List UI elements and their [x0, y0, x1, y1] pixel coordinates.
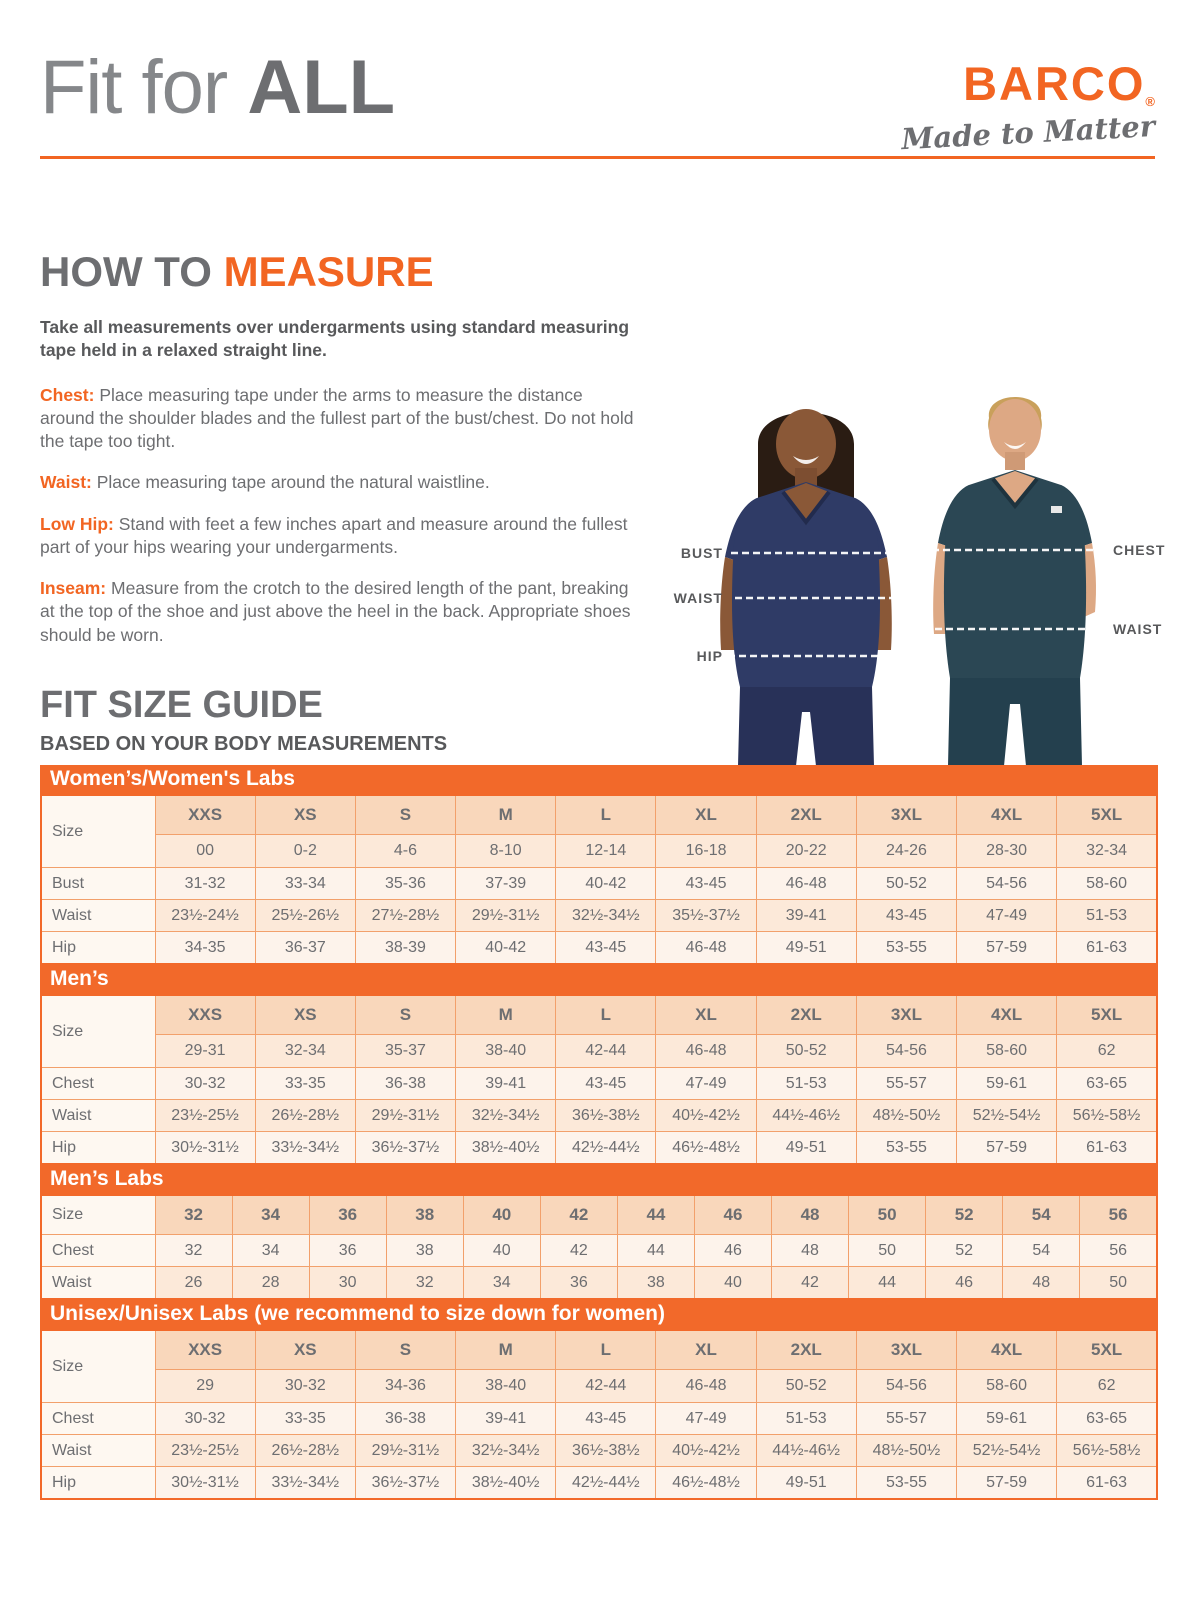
measurement-cell: 29½-31½ [456, 900, 556, 932]
measurement-cell: 36½-38½ [556, 1435, 656, 1467]
measurement-cell: 32½-34½ [456, 1435, 556, 1467]
measurement-cell: 38 [386, 1235, 463, 1267]
table-row [41, 1435, 1157, 1467]
row-label: Waist [41, 1435, 155, 1467]
size-column-header: M [456, 1330, 556, 1370]
measurement-cell: 44 [849, 1267, 926, 1300]
size-column-header: 5XL [1057, 995, 1157, 1035]
size-number-cell: 58-60 [957, 1370, 1057, 1403]
measurement-cell: 29½-31½ [355, 1435, 455, 1467]
measurement-cell: 50 [1080, 1267, 1157, 1300]
measurement-cell: 49-51 [756, 932, 856, 965]
size-number-cell: 42-44 [556, 1035, 656, 1068]
measurement-cell: 23½-25½ [155, 1435, 255, 1467]
size-number-cell: 62 [1057, 1370, 1157, 1403]
measurement-cell: 52½-54½ [957, 1435, 1057, 1467]
row-label: Waist [41, 1100, 155, 1132]
size-column-header: 32 [155, 1195, 232, 1235]
measurement-cell: 32 [386, 1267, 463, 1300]
measurement-cell: 34 [463, 1267, 540, 1300]
measure-step-label: Waist: [40, 472, 92, 493]
size-number-cell: 50-52 [756, 1370, 856, 1403]
table-row [41, 900, 1157, 932]
size-column-header: XS [255, 995, 355, 1035]
measure-intro: Take all measurements over undergarments using standard measuring tape held in a relaxed straight line. [40, 317, 630, 361]
size-number-cell: 50-52 [756, 1035, 856, 1068]
measurement-cell: 47-49 [957, 900, 1057, 932]
size-number-cell: 54-56 [856, 1370, 956, 1403]
measurement-cell: 53-55 [856, 932, 956, 965]
measurement-cell: 53-55 [856, 1467, 956, 1500]
measurement-cell: 47-49 [656, 1403, 756, 1435]
measurement-cell: 54-56 [957, 868, 1057, 900]
size-number-cell: 16-18 [656, 835, 756, 868]
size-number-cell: 24-26 [856, 835, 956, 868]
size-column-header: XXS [155, 795, 255, 835]
measurement-cell: 36½-37½ [355, 1467, 455, 1500]
measurement-cell: 51-53 [756, 1403, 856, 1435]
measurement-cell: 48½-50½ [856, 1435, 956, 1467]
size-column-header: 3XL [856, 995, 956, 1035]
measurement-cell: 36-38 [355, 1403, 455, 1435]
measure-step: Waist: Place measuring tape around the natural waistline. [40, 472, 490, 493]
row-label: Chest [41, 1403, 155, 1435]
measurement-cell: 26½-28½ [255, 1100, 355, 1132]
measurement-cell: 37-39 [456, 868, 556, 900]
measurement-cell: 54 [1003, 1235, 1080, 1267]
row-label: Bust [41, 868, 155, 900]
size-number-cell: 35-37 [355, 1035, 455, 1068]
measurement-cell: 36-37 [255, 932, 355, 965]
size-column-header: 56 [1080, 1195, 1157, 1235]
size-column-header: XL [656, 795, 756, 835]
page-title-light: Fit for [40, 45, 228, 130]
size-corner-cell: Size [41, 795, 155, 868]
measurement-cell: 57-59 [957, 1467, 1057, 1500]
measurement-cell: 55-57 [856, 1403, 956, 1435]
size-number-cell: 58-60 [957, 1035, 1057, 1068]
size-column-header: 36 [309, 1195, 386, 1235]
measure-step-label: Chest: [40, 384, 95, 405]
table-row [41, 1467, 1157, 1500]
measurement-cell: 38½-40½ [456, 1467, 556, 1500]
measurement-cell: 48 [772, 1235, 849, 1267]
size-column-header: S [355, 995, 455, 1035]
measurement-cell: 30-32 [155, 1403, 255, 1435]
measurement-cell: 33-35 [255, 1068, 355, 1100]
size-column-header: 2XL [756, 1330, 856, 1370]
measurement-cell: 47-49 [656, 1068, 756, 1100]
measurement-cell: 51-53 [756, 1068, 856, 1100]
table-row [41, 1100, 1157, 1132]
measurement-cell: 46 [926, 1267, 1003, 1300]
brand-logo [900, 57, 1156, 157]
size-column-header: 4XL [957, 995, 1057, 1035]
size-column-header: 44 [617, 1195, 694, 1235]
size-table [40, 1300, 1158, 1500]
how-to-measure-section [40, 248, 636, 665]
size-corner-cell: Size [41, 995, 155, 1068]
size-number-cell: 8-10 [456, 835, 556, 868]
fit-size-guide-title: FIT SIZE GUIDE [40, 684, 323, 726]
size-number-cell: 29 [155, 1370, 255, 1403]
measurement-cell: 30½-31½ [155, 1467, 255, 1500]
size-number-cell: 46-48 [656, 1370, 756, 1403]
size-number-cell: 20-22 [756, 835, 856, 868]
measurement-cell: 34 [232, 1235, 309, 1267]
header-divider [40, 156, 1155, 159]
size-column-header: 54 [1003, 1195, 1080, 1235]
table-banner: Women’s/Women's Labs [40, 765, 1158, 794]
size-column-header: 46 [694, 1195, 771, 1235]
measurement-cell: 27½-28½ [355, 900, 455, 932]
measurement-cell: 50 [849, 1235, 926, 1267]
measurement-cell: 52½-54½ [957, 1100, 1057, 1132]
size-table [40, 965, 1158, 1165]
size-number-cell: 29-31 [155, 1035, 255, 1068]
measurement-cell: 63-65 [1057, 1068, 1157, 1100]
measurement-cell: 29½-31½ [355, 1100, 455, 1132]
size-column-header: 3XL [856, 1330, 956, 1370]
measurement-cell: 32½-34½ [456, 1100, 556, 1132]
measurement-cell: 30 [309, 1267, 386, 1300]
measurement-cell: 26½-28½ [255, 1435, 355, 1467]
measurement-cell: 46-48 [756, 868, 856, 900]
size-tables [40, 765, 1158, 1500]
measurement-cell: 63-65 [1057, 1403, 1157, 1435]
measure-step: Inseam: Measure from the crotch to the desired length of the pant, breaking at the top of the shoe and just above the heel in the back. Appropriate shoes should be worn. [40, 578, 631, 645]
measurement-cell: 33-35 [255, 1403, 355, 1435]
size-column-header: 48 [772, 1195, 849, 1235]
measurement-cell: 48 [1003, 1267, 1080, 1300]
measurement-cell: 43-45 [656, 868, 756, 900]
size-column-header: 4XL [957, 1330, 1057, 1370]
measurement-cell: 35½-37½ [656, 900, 756, 932]
chest-label: CHEST [1113, 542, 1166, 558]
measurement-cell: 56½-58½ [1057, 1435, 1157, 1467]
page-title-bold: ALL [247, 45, 396, 130]
measurement-cell: 57-59 [957, 932, 1057, 965]
row-label: Waist [41, 900, 155, 932]
measurement-cell: 56½-58½ [1057, 1100, 1157, 1132]
row-label: Chest [41, 1068, 155, 1100]
size-corner-cell: Size [41, 1330, 155, 1403]
measurement-cell: 61-63 [1057, 1467, 1157, 1500]
size-column-header: XS [255, 1330, 355, 1370]
size-column-header: M [456, 795, 556, 835]
measurement-cell: 40 [463, 1235, 540, 1267]
size-column-header: L [556, 795, 656, 835]
models-photo [655, 380, 1200, 766]
page-title [40, 45, 396, 130]
size-column-header: S [355, 1330, 455, 1370]
size-number-cell: 54-56 [856, 1035, 956, 1068]
size-column-header: 3XL [856, 795, 956, 835]
measurement-cell: 33½-34½ [255, 1132, 355, 1165]
measurement-cell: 38½-40½ [456, 1132, 556, 1165]
measurement-cell: 49-51 [756, 1132, 856, 1165]
size-column-header: XL [656, 995, 756, 1035]
size-table [40, 765, 1158, 965]
measurement-cell: 38-39 [355, 932, 455, 965]
table-banner: Unisex/Unisex Labs (we recommend to size down for women) [40, 1300, 1158, 1329]
measurement-cell: 33-34 [255, 868, 355, 900]
size-column-header: L [556, 1330, 656, 1370]
size-column-header: 4XL [957, 795, 1057, 835]
measurement-cell: 28 [232, 1267, 309, 1300]
measurement-cell: 39-41 [456, 1068, 556, 1100]
measurement-cell: 25½-26½ [255, 900, 355, 932]
table-row [41, 868, 1157, 900]
measurement-cell: 23½-25½ [155, 1100, 255, 1132]
measurement-cell: 59-61 [957, 1068, 1057, 1100]
woman-model [720, 409, 892, 766]
measurement-cell: 40-42 [456, 932, 556, 965]
measurement-cell: 26 [155, 1267, 232, 1300]
measurement-cell: 36½-38½ [556, 1100, 656, 1132]
size-column-header: 2XL [756, 995, 856, 1035]
size-column-header: XS [255, 795, 355, 835]
measurement-cell: 44 [617, 1235, 694, 1267]
measure-step: Chest: Place measuring tape under the arms to measure the distance around the shoulder blades and the fullest part of the bust/chest. Do not hold the tape too tight. [40, 384, 634, 452]
measurement-cell: 59-61 [957, 1403, 1057, 1435]
table-row [41, 1403, 1157, 1435]
size-number-cell: 32-34 [1057, 835, 1157, 868]
measure-step: Low Hip: Stand with feet a few inches apart and measure around the fullest part of your hips wearing your undergarments. [40, 513, 628, 557]
measurement-cell: 40-42 [556, 868, 656, 900]
size-column-header: 5XL [1057, 1330, 1157, 1370]
table-banner: Men’s Labs [40, 1165, 1158, 1194]
row-label: Chest [41, 1235, 155, 1267]
table-row [41, 932, 1157, 965]
measurement-cell: 43-45 [556, 1068, 656, 1100]
measurement-cell: 40½-42½ [656, 1100, 756, 1132]
size-column-header: 52 [926, 1195, 1003, 1235]
man-model [933, 397, 1096, 766]
row-label: Hip [41, 1467, 155, 1500]
measurement-cell: 32½-34½ [556, 900, 656, 932]
size-column-header: 40 [463, 1195, 540, 1235]
models-illustration [655, 380, 1200, 766]
measurement-cell: 36-38 [355, 1068, 455, 1100]
how-to-measure-title-orange: MEASURE [223, 248, 434, 295]
measurement-cell: 36 [540, 1267, 617, 1300]
table-row [41, 1267, 1157, 1300]
measure-steps [40, 384, 636, 647]
measurement-cell: 55-57 [856, 1068, 956, 1100]
measurement-cell: 58-60 [1057, 868, 1157, 900]
size-number-cell: 32-34 [255, 1035, 355, 1068]
measurement-cell: 40½-42½ [656, 1435, 756, 1467]
measurement-cell: 52 [926, 1235, 1003, 1267]
hip-label: HIP [696, 648, 723, 664]
measurement-cell: 56 [1080, 1235, 1157, 1267]
measurement-cell: 61-63 [1057, 932, 1157, 965]
measurement-cell: 46½-48½ [656, 1132, 756, 1165]
measurement-cell: 38 [617, 1267, 694, 1300]
measurement-cell: 40 [694, 1267, 771, 1300]
measure-step-label: Inseam: [40, 578, 107, 599]
measurement-cell: 42 [772, 1267, 849, 1300]
row-label: Hip [41, 1132, 155, 1165]
measurement-cell: 46 [694, 1235, 771, 1267]
brand-name [901, 57, 1155, 110]
measurement-cell: 32 [155, 1235, 232, 1267]
size-number-cell: 30-32 [255, 1370, 355, 1403]
table-row [41, 1235, 1157, 1267]
measurement-cell: 51-53 [1057, 900, 1157, 932]
measurement-cell: 46½-48½ [656, 1467, 756, 1500]
measure-step-label: Low Hip: [40, 513, 114, 534]
size-column-header: 50 [849, 1195, 926, 1235]
size-column-header: 2XL [756, 795, 856, 835]
size-number-cell: 12-14 [556, 835, 656, 868]
registered-mark-icon: ® [1145, 94, 1155, 109]
size-number-cell: 0-2 [255, 835, 355, 868]
size-corner-cell: Size [41, 1195, 155, 1235]
size-column-header: 42 [540, 1195, 617, 1235]
brand-wordmark: BARCO [963, 57, 1146, 110]
measurement-cell: 42½-44½ [556, 1467, 656, 1500]
row-label: Hip [41, 932, 155, 965]
measurement-cell: 43-45 [556, 1403, 656, 1435]
measurement-cell: 53-55 [856, 1132, 956, 1165]
measurement-cell: 39-41 [456, 1403, 556, 1435]
measurement-cell: 34-35 [155, 932, 255, 965]
size-column-header: M [456, 995, 556, 1035]
measurement-cell: 30-32 [155, 1068, 255, 1100]
table-row [41, 1132, 1157, 1165]
measurement-cell: 33½-34½ [255, 1467, 355, 1500]
row-label: Waist [41, 1267, 155, 1300]
measurement-cell: 39-41 [756, 900, 856, 932]
size-number-cell: 4-6 [355, 835, 455, 868]
waist-label-man: WAIST [1113, 621, 1163, 637]
size-number-cell: 46-48 [656, 1035, 756, 1068]
size-number-cell: 62 [1057, 1035, 1157, 1068]
size-column-header: 34 [232, 1195, 309, 1235]
measurement-cell: 36 [309, 1235, 386, 1267]
size-column-header: L [556, 995, 656, 1035]
measurement-cell: 35-36 [355, 868, 455, 900]
size-table [40, 1165, 1158, 1300]
size-number-cell: 42-44 [556, 1370, 656, 1403]
measurement-cell: 57-59 [957, 1132, 1057, 1165]
table-row [41, 1068, 1157, 1100]
measurement-cell: 44½-46½ [756, 1435, 856, 1467]
size-column-header: XXS [155, 1330, 255, 1370]
size-column-header: 5XL [1057, 795, 1157, 835]
size-number-cell: 00 [155, 835, 255, 868]
how-to-measure-title [40, 248, 636, 296]
measurement-cell: 23½-24½ [155, 900, 255, 932]
table-banner: Men’s [40, 965, 1158, 994]
waist-label-woman: WAIST [673, 590, 723, 606]
size-number-cell: 34-36 [355, 1370, 455, 1403]
measurement-cell: 31-32 [155, 868, 255, 900]
how-to-measure-title-gray: HOW TO [40, 248, 212, 295]
measurement-cell: 61-63 [1057, 1132, 1157, 1165]
size-column-header: XXS [155, 995, 255, 1035]
measurement-cell: 36½-37½ [355, 1132, 455, 1165]
size-column-header: 38 [386, 1195, 463, 1235]
measurement-cell: 30½-31½ [155, 1132, 255, 1165]
measurement-cell: 44½-46½ [756, 1100, 856, 1132]
measurement-cell: 50-52 [856, 868, 956, 900]
size-number-cell: 38-40 [456, 1370, 556, 1403]
size-number-cell: 28-30 [957, 835, 1057, 868]
measurement-cell: 43-45 [556, 932, 656, 965]
size-column-header: XL [656, 1330, 756, 1370]
measurement-cell: 46-48 [656, 932, 756, 965]
measurement-cell: 48½-50½ [856, 1100, 956, 1132]
size-column-header: S [355, 795, 455, 835]
bust-label: BUST [680, 545, 723, 561]
brand-tagline: Made to Matter [900, 109, 1156, 157]
fit-size-guide-subtitle: BASED ON YOUR BODY MEASUREMENTS [40, 733, 448, 755]
measurement-cell: 42½-44½ [556, 1132, 656, 1165]
measurement-cell: 43-45 [856, 900, 956, 932]
measurement-cell: 42 [540, 1235, 617, 1267]
size-number-cell: 38-40 [456, 1035, 556, 1068]
measurement-cell: 49-51 [756, 1467, 856, 1500]
